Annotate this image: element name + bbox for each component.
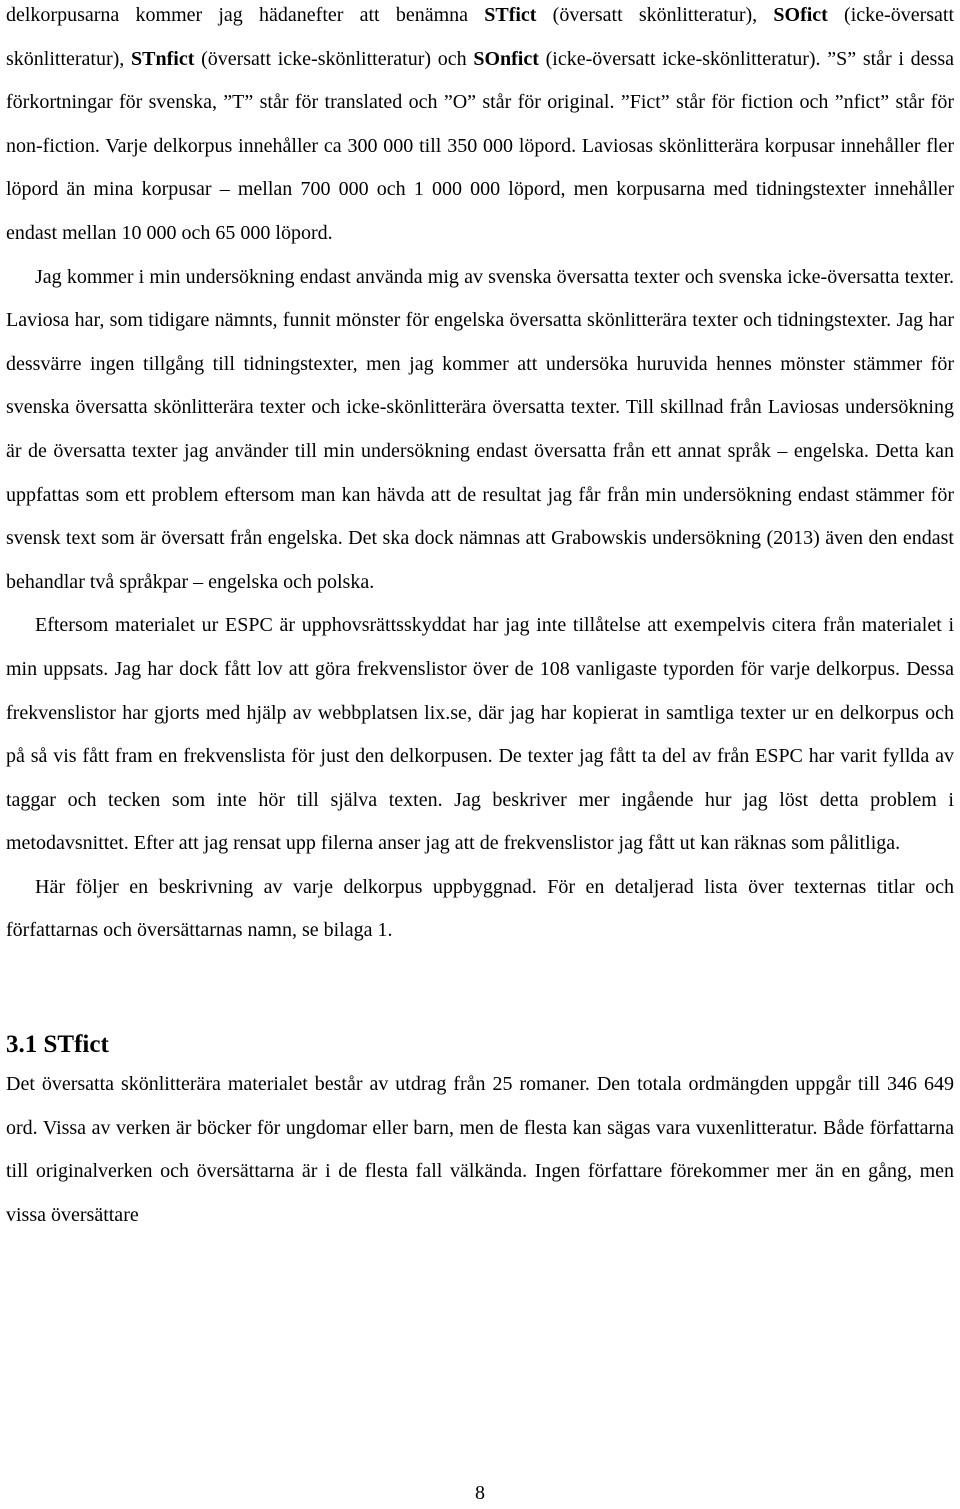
term-sofict: SOfict xyxy=(773,4,828,26)
term-stfict: STfict xyxy=(484,4,537,26)
term-stnfict: STnfict xyxy=(131,47,195,70)
paragraph-corpus-naming xyxy=(6,0,954,256)
term-sonfict: SOnfict xyxy=(473,47,539,70)
text-run: (översatt icke-skönlitteratur) och xyxy=(194,47,474,70)
section-heading: 3.1 STfict xyxy=(6,1031,109,1059)
text-run: (översatt skönlitteratur), xyxy=(536,4,774,26)
text-run: (icke-översatt icke-skönlitteratur). ”S” står i dessa förkortningar för svenska, ”T” står för translated och ”O” står för original. ”Fict” står för fiction och ”nfict” står för non-fiction. Varje delkorpus innehåller ca 300 000 till 350 000 löpord. Laviosas skönlitterära korpusar innehåller fler löpord än mina korpusar – mellan 700 000 och 1 000 000 löpord, men korpusarna med tidningstexter innehåller endast mellan 10 000 och 65 000 löpord. xyxy=(6,47,954,244)
paragraph-overview: Här följer en beskrivning av varje delkorpus uppbyggnad. För en detaljerad lista över texternas titlar och författarnas och översättarnas namn, se bilaga 1. xyxy=(6,875,954,942)
document-page xyxy=(6,0,954,1237)
paragraph-copyright: Eftersom materialet ur ESPC är upphovsrättsskyddat har jag inte tillåtelse att exempelvis citera från materialet i min uppsats. Jag har dock fått lov att göra frekvenslistor över de 108 vanligaste typorden för varje delkorpus. Dessa frekvenslistor har gjorts med hjälp av webbplatsen lix.se, där jag har kopierat in samtliga texter ur en delkorpus och på så vis fått fram en frekvenslista för just den delkorpusen. De texter jag fått ta del av från ESPC har varit fyllda av taggar och tecken som inte hör till själva texten. Jag beskriver mer ingående hur jag löst detta problem i metodavsnittet. Efter att jag rensat upp filerna anser jag att de frekvenslistor jag fått ut kan räknas som pålitliga. xyxy=(6,614,954,855)
page-number: 8 xyxy=(475,1482,485,1504)
text-run: (icke-översatt skönlitteratur), xyxy=(6,4,955,70)
paragraph-stfict: Det översatta skönlitterära materialet består av utdrag från 25 romaner. Den totala ordmängden uppgår till 346 649 ord. Vissa av verken är böcker för ungdomar eller barn, men de flesta kan sägas vara vuxenlitteratur. Både författarna till originalverken och översättarna är i de flesta fall välkända. Ingen författare förekommer mer än en gång, men vissa översättare xyxy=(6,1073,954,1226)
paragraph-scope: Jag kommer i min undersökning endast använda mig av svenska översatta texter och svenska icke-översatta texter. Laviosa har, som tidigare nämnts, funnit mönster för engelska översatta skönlitterära texter och tidningstexter. Jag har dessvärre ingen tillgång till tidningstexter, men jag kommer att undersöka huruvida hennes mönster stämmer för svenska översatta skönlitterära texter och icke-skönlitterära översatta texter. Till skillnad från Laviosas undersökning är de översatta texter jag använder till min undersökning endast översatta från ett annat språk – engelska. Detta kan uppfattas som ett problem eftersom man kan hävda att de resultat jag får från min undersökning endast stämmer för svensk text som är översatt från engelska. Det ska dock nämnas att Grabowskis undersökning (2013) även den endast behandlar två språkpar – engelska och polska. xyxy=(6,265,954,593)
text-run: delkorpusarna kommer jag hädanefter att benämna xyxy=(6,4,485,26)
